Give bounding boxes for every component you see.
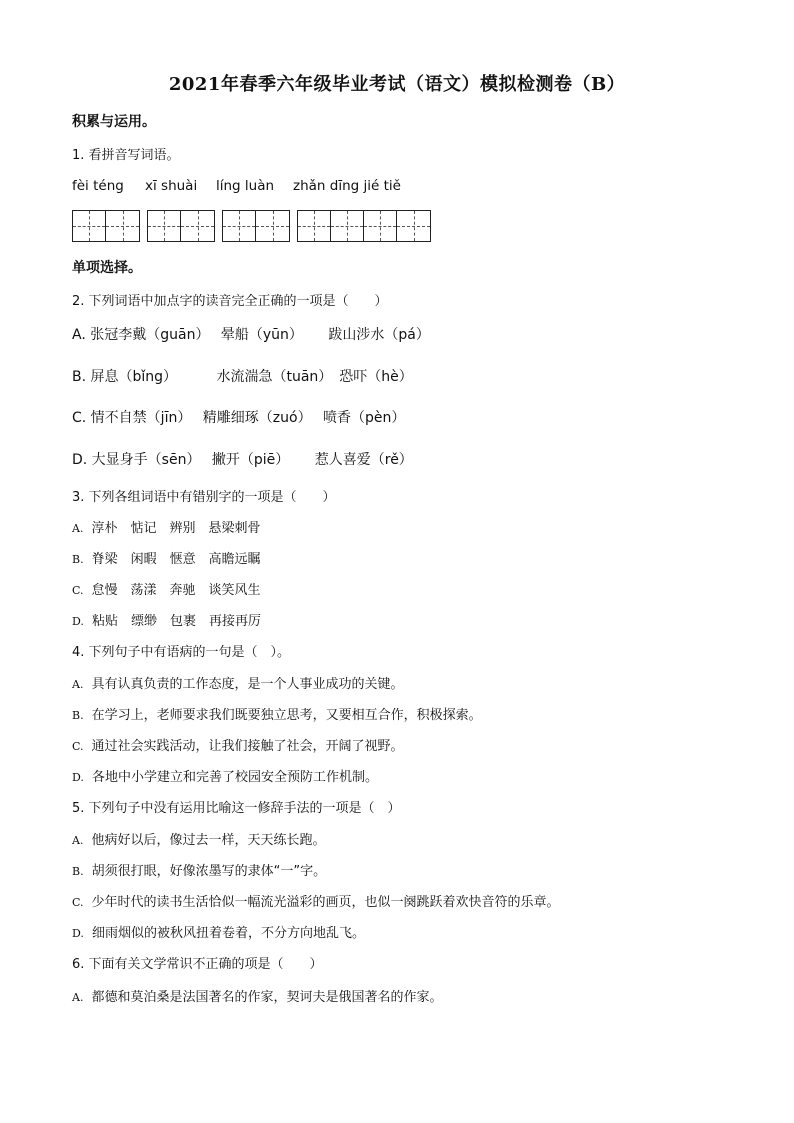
- question-1-stem: 1. 看拼音写词语。: [72, 148, 180, 163]
- question-4-stem: 4. 下列句子中有语病的一句是（ ）。: [72, 645, 291, 660]
- question-5-stem: 5. 下列句子中没有运用比喻这一修辞手法的一项是（ ）: [72, 801, 401, 816]
- writing-grid-4[interactable]: [297, 210, 431, 242]
- option-label: D.: [72, 771, 84, 784]
- option-text: 细雨烟似的被秋风扭着卷着，不分方向地乱飞。: [91, 926, 365, 941]
- option-label: B.: [72, 553, 84, 566]
- question-3-option-d[interactable]: [72, 610, 261, 629]
- grid-cell[interactable]: [256, 211, 289, 241]
- writing-grid-3[interactable]: [222, 210, 290, 242]
- question-3-option-c[interactable]: [72, 579, 261, 598]
- grid-cell[interactable]: [298, 211, 331, 241]
- option-text: 各地中小学建立和完善了校园安全预防工作机制。: [91, 770, 378, 785]
- pinyin-4: zhǎn dīng jié tiě: [293, 178, 401, 194]
- option-text: 胡须很打眼，好像浓墨写的隶体“一”字。: [91, 864, 327, 879]
- grid-cell[interactable]: [331, 211, 364, 241]
- question-3-option-a[interactable]: [72, 517, 260, 536]
- option-label: A.: [72, 991, 84, 1004]
- option-text: 脊梁 闲暇 惬意 高瞻远瞩: [91, 552, 261, 567]
- question-5-option-b[interactable]: [72, 860, 326, 879]
- question-2-option-d[interactable]: D. 大显身手（sēn） 撇开（piē） 惹人喜爱（rě）: [72, 452, 413, 468]
- option-text: 他病好以后，像过去一样，天天练长跑。: [91, 833, 326, 848]
- option-text: 怠慢 荡漾 奔驰 谈笑风生: [91, 583, 261, 598]
- option-text: 少年时代的读书生活恰似一幅流光溢彩的画页，也似一阕跳跃着欢快音符的乐章。: [91, 895, 560, 910]
- question-6-stem: 6. 下面有关文学常识不正确的项是（ ）: [72, 957, 323, 972]
- pinyin-3: líng luàn: [216, 178, 275, 194]
- pinyin-1: fèi téng: [72, 178, 124, 194]
- option-label: D.: [72, 615, 84, 628]
- question-2-option-a[interactable]: A. 张冠李戴（guān） 晕船（yūn） 跋山涉水（pá）: [72, 327, 430, 343]
- option-label: B.: [72, 709, 84, 722]
- section-heading-accumulation: 积累与运用。: [72, 114, 156, 130]
- grid-cell[interactable]: [223, 211, 256, 241]
- option-label: C.: [72, 740, 84, 753]
- question-5-option-d[interactable]: [72, 922, 365, 941]
- option-text: 都德和莫泊桑是法国著名的作家，契诃夫是俄国著名的作家。: [91, 990, 443, 1005]
- question-4-option-d[interactable]: [72, 766, 378, 785]
- question-2-option-c[interactable]: C. 情不自禁（jīn） 精雕细琢（zuó） 喷香（pèn）: [72, 410, 406, 426]
- option-label: B.: [72, 865, 84, 878]
- question-5-option-c[interactable]: [72, 891, 560, 910]
- option-label: A.: [72, 834, 84, 847]
- option-label: C.: [72, 584, 84, 597]
- option-label: D.: [72, 927, 84, 940]
- option-label: C.: [72, 896, 84, 909]
- writing-grid-2[interactable]: [147, 210, 215, 242]
- grid-cell[interactable]: [364, 211, 397, 241]
- question-6-option-a[interactable]: [72, 986, 442, 1005]
- writing-grid-1[interactable]: [72, 210, 140, 242]
- pinyin-2: xī shuài: [145, 178, 198, 194]
- question-3-stem: 3. 下列各组词语中有错别字的一项是（ ）: [72, 490, 336, 505]
- question-3-option-b[interactable]: [72, 548, 261, 567]
- option-text: 粘贴 缥缈 包裹 再接再厉: [91, 614, 261, 629]
- page-title: 2021年春季六年级毕业考试（语文）模拟检测卷（B）: [168, 74, 626, 95]
- option-text: 在学习上，老师要求我们既要独立思考，又要相互合作，积极探索。: [91, 708, 482, 723]
- question-4-option-a[interactable]: [72, 673, 403, 692]
- question-4-option-b[interactable]: [72, 704, 482, 723]
- question-4-option-c[interactable]: [72, 735, 404, 754]
- option-text: 淳朴 惦记 辨别 悬梁刺骨: [91, 521, 261, 536]
- question-2-stem: 2. 下列词语中加点字的读音完全正确的一项是（ ）: [72, 294, 388, 309]
- section-heading-single-choice: 单项选择。: [72, 260, 142, 276]
- grid-cell[interactable]: [106, 211, 139, 241]
- option-label: A.: [72, 678, 84, 691]
- option-label: A.: [72, 522, 84, 535]
- grid-cell[interactable]: [181, 211, 214, 241]
- option-text: 通过社会实践活动，让我们接触了社会，开阔了视野。: [91, 739, 404, 754]
- question-5-option-a[interactable]: [72, 829, 325, 848]
- grid-cell[interactable]: [148, 211, 181, 241]
- question-2-option-b[interactable]: B. 屏息（bǐng） 水流湍急（tuān） 恐吓（hè）: [72, 369, 413, 385]
- grid-cell[interactable]: [73, 211, 106, 241]
- option-text: 具有认真负责的工作态度，是一个人事业成功的关键。: [91, 677, 404, 692]
- grid-cell[interactable]: [397, 211, 430, 241]
